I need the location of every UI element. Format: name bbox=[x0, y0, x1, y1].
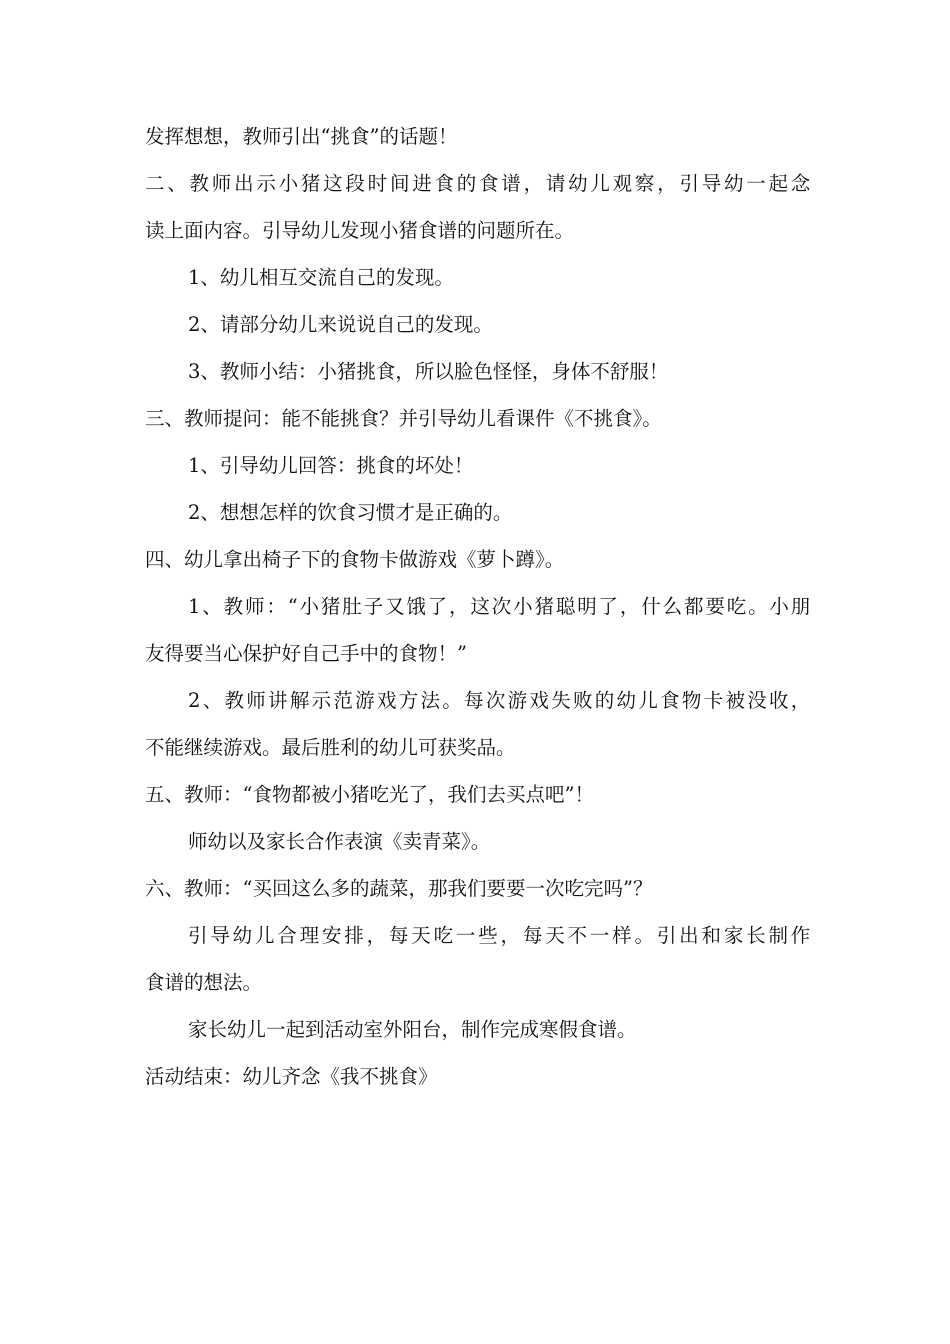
text-line: 1、幼儿相互交流自己的发现。 bbox=[188, 266, 454, 289]
text-line: 2、请部分幼儿来说说自己的发现。 bbox=[188, 313, 493, 336]
text-line: 读上面内容。引导幼儿发现小猪食谱的问题所在。 bbox=[145, 219, 575, 242]
text-line: 发挥想想，教师引出“挑食”的话题！ bbox=[145, 125, 458, 148]
text-line: 友得要当心保护好自己手中的食物！” bbox=[145, 642, 467, 665]
text-line: 活动结束：幼儿齐念《我不挑食》 bbox=[145, 1065, 438, 1088]
text-line: 六、教师：“买回这么多的蔬菜，那我们要要一次吃完吗”？ bbox=[145, 877, 653, 900]
text-line: 2、教师讲解示范游戏方法。每次游戏失败的幼儿食物卡被没收， bbox=[188, 689, 810, 712]
text-line: 不能继续游戏。最后胜利的幼儿可获奖品。 bbox=[145, 736, 516, 759]
text-line: 1、引导幼儿回答：挑食的坏处！ bbox=[188, 454, 474, 477]
text-line: 2、想想怎样的饮食习惯才是正确的。 bbox=[188, 501, 513, 524]
text-line: 家长幼儿一起到活动室外阳台，制作完成寒假食谱。 bbox=[188, 1018, 637, 1041]
text-line: 三、教师提问：能不能挑食？并引导幼儿看课件《不挑食》。 bbox=[145, 407, 662, 430]
text-line: 3、教师小结：小猪挑食，所以脸色怪怪，身体不舒服！ bbox=[188, 360, 669, 383]
text-line: 四、幼儿拿出椅子下的食物卡做游戏《萝卜蹲》。 bbox=[145, 548, 565, 571]
text-line: 师幼以及家长合作表演《卖青菜》。 bbox=[188, 830, 491, 853]
text-line: 五、教师：“食物都被小猪吃光了，我们去买点吧”！ bbox=[145, 783, 594, 806]
text-line: 1、教师：“小猪肚子又饿了，这次小猪聪明了，什么都要吃。小朋 bbox=[188, 595, 810, 618]
document-body bbox=[145, 113, 810, 1100]
text-line: 二、教师出示小猪这段时间进食的食谱，请幼儿观察，引导幼一起念 bbox=[145, 172, 810, 195]
text-line: 引导幼儿合理安排，每天吃一些，每天不一样。引出和家长制作 bbox=[188, 924, 810, 947]
text-line: 食谱的想法。 bbox=[145, 971, 263, 994]
